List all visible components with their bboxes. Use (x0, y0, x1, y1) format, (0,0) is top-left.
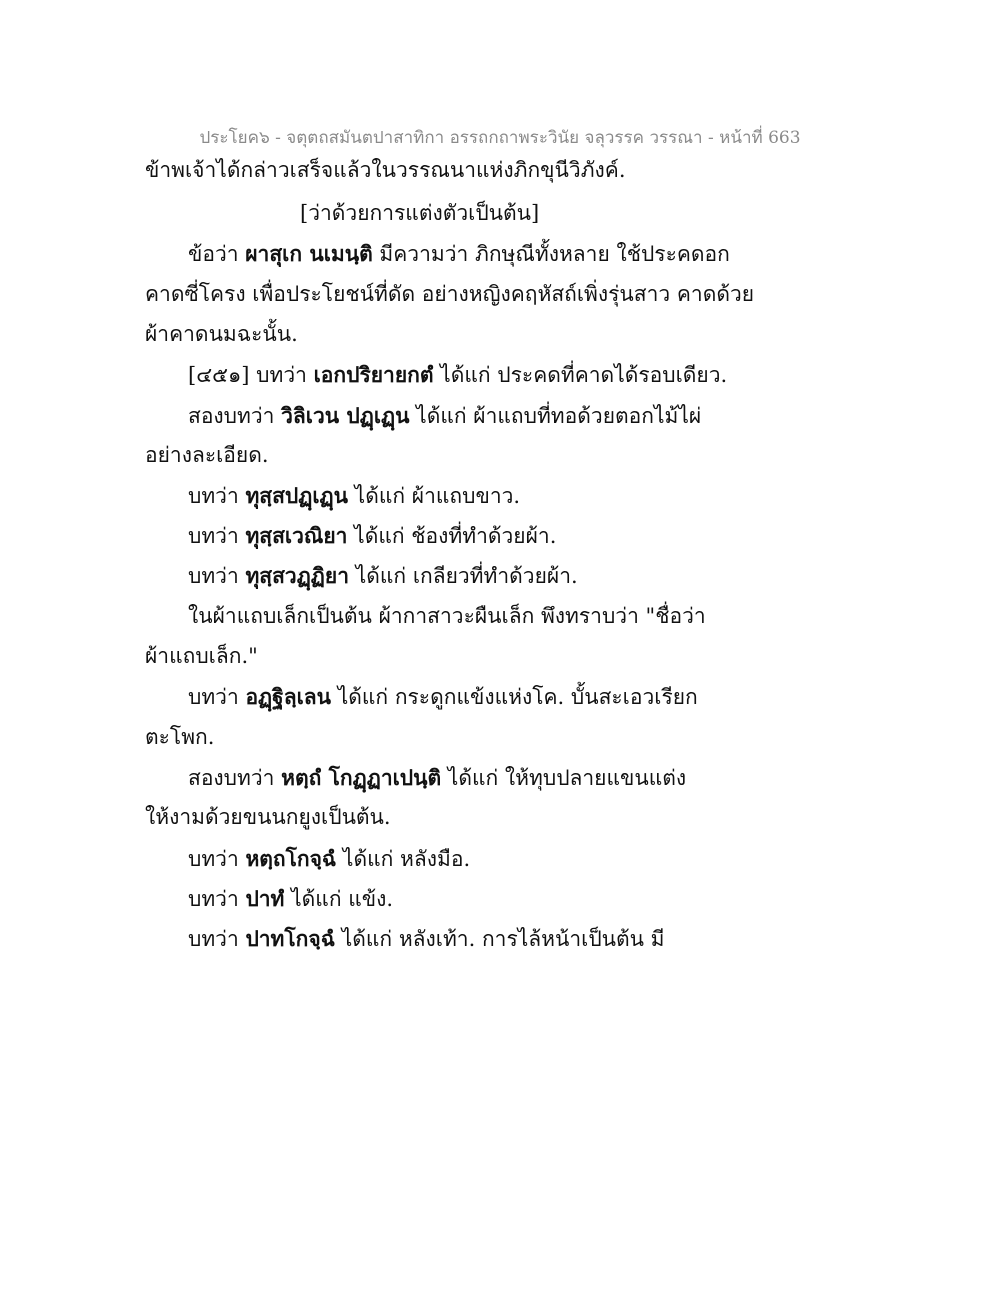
text-segment: ในผ้าแถบเล็กเป็นต้น ผ้ากาสาวะผืนเล็ก พึงทราบว่า "ชื่อว่า (188, 604, 706, 628)
text-segment: สองบทว่า (188, 404, 282, 428)
pali-term: ทุสฺสปฏฺเฏฺน (245, 483, 348, 508)
text-segment: ได้แก่ ประคดที่คาดได้รอบเดียว. (433, 363, 728, 387)
text-line (188, 848, 470, 870)
pali-term: ปาทํ (245, 886, 285, 911)
text-line (188, 565, 578, 587)
text-segment: บทว่า (188, 887, 246, 911)
text-line (188, 485, 520, 507)
text-segment: ให้งามด้วยขนนกยูงเป็นต้น. (145, 805, 391, 829)
text-segment: บทว่า (188, 564, 246, 588)
text-segment: สองบทว่า (188, 766, 282, 790)
text-line (188, 686, 698, 708)
text-line (145, 284, 754, 305)
text-segment: ข้าพเจ้าได้กล่าวเสร็จแล้วในวรรณนาแห่งภิกขุนีวิภังค์. (145, 158, 626, 182)
pali-term: หตฺถํ โกฏฺฏาเปนฺติ (281, 765, 442, 790)
text-line (188, 767, 686, 789)
text-line (145, 445, 269, 466)
pali-term: เอกปริยายกตํ (313, 362, 434, 387)
text-segment: [ว่าด้วยการแต่งตัวเป็นต้น] (300, 201, 540, 225)
text-segment: ผ้าคาดนมฉะนั้น. (145, 322, 298, 346)
text-segment: บทว่า (188, 484, 246, 508)
pali-term: อฏฺฐิลฺเลน (245, 684, 332, 709)
text-segment: ได้แก่ หลังเท้า. การไล้หน้าเป็นต้น มี (335, 927, 665, 951)
text-segment: ได้แก่ เกลียวที่ทำด้วยผ้า. (349, 564, 578, 588)
text-segment: ได้แก่ ผ้าแถบที่ทอด้วยตอกไม้ไผ่ (409, 404, 702, 428)
text-line (188, 405, 701, 427)
pali-term: ทุสฺสวฏฺฏิยา (245, 563, 350, 588)
text-segment: ได้แก่ ให้ทุบปลายแขนแต่ง (441, 766, 687, 790)
text-line (188, 888, 393, 910)
pali-term: ปาทโกจฺฉํ (245, 926, 336, 951)
text-segment: ผ้าแถบเล็ก." (145, 644, 258, 668)
text-segment: บทว่า (188, 847, 246, 871)
text-line (145, 807, 391, 828)
text-line (188, 606, 706, 627)
text-line (188, 243, 730, 265)
text-segment: คาดซี่โครง เพื่อประโยชน์ที่ดัด อย่างหญิงคฤหัสถ์เพิ่งรุ่นสาว คาดด้วย (145, 282, 755, 306)
pali-term: หตฺถโกจฺฉํ (245, 846, 337, 871)
text-line (145, 727, 214, 748)
pali-term: ทุสฺสเวณิยา (245, 523, 348, 548)
text-segment: ได้แก่ ช้องที่ทำด้วยผ้า. (347, 524, 557, 548)
text-line (188, 928, 665, 950)
text-line (145, 160, 626, 181)
text-segment: บทว่า (188, 927, 246, 951)
text-segment: บทว่า (188, 685, 246, 709)
section-heading (300, 203, 539, 224)
text-segment: ตะโพก. (145, 725, 215, 749)
text-line (145, 646, 258, 667)
page-header: ประโยค๖ - จตุตถสมันตปาสาทิกา อรรถกถาพระวินัย จลุวรรค วรรณา - หน้าที่ 663 (199, 128, 801, 148)
text-segment: ได้แก่ หลังมือ. (336, 847, 471, 871)
text-line (145, 324, 298, 345)
text-segment: ได้แก่ กระดูกแข้งแห่งโค. บั้นสะเอวเรียก (331, 685, 698, 709)
text-line (188, 364, 727, 386)
text-segment: ข้อว่า (188, 242, 246, 266)
text-segment: อย่างละเอียด. (145, 443, 269, 467)
text-segment: ได้แก่ ผ้าแถบขาว. (347, 484, 521, 508)
text-segment: บทว่า (188, 524, 246, 548)
text-segment: ได้แก่ แข้ง. (284, 887, 394, 911)
text-segment: [๔๕๑] บทว่า (188, 363, 314, 387)
pali-term: วิลิเวน ปฏฺเฏฺน (281, 403, 410, 428)
pali-term: ผาสุเก นเมนฺติ (245, 241, 373, 266)
text-segment: มีความว่า ภิกษุณีทั้งหลาย ใช้ประคดอก (372, 242, 730, 266)
text-line (188, 525, 556, 547)
